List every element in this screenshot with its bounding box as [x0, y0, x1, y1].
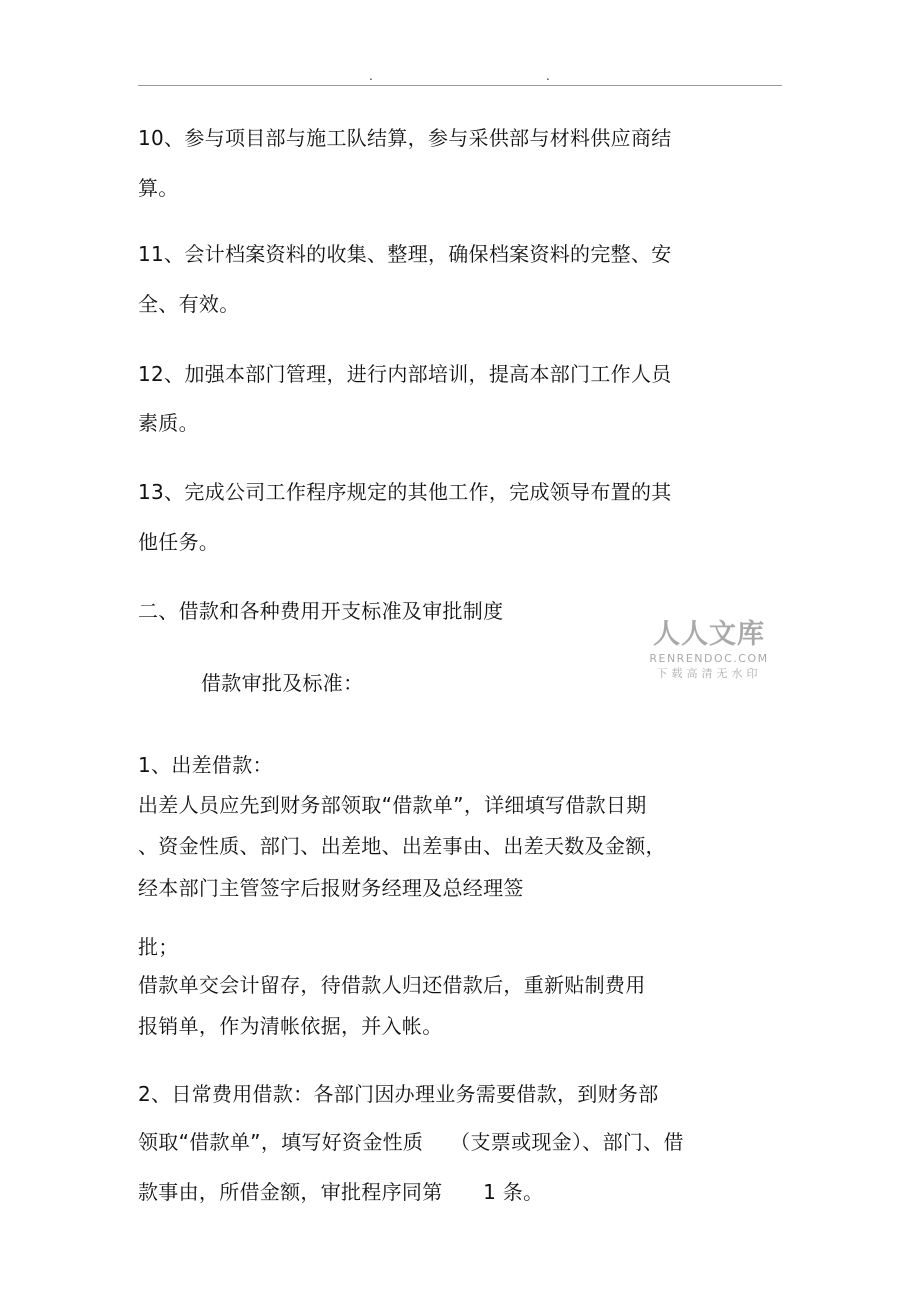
item-1-line-2: 、资金性质、部门、出差地、出差事由、出差天数及金额，	[138, 834, 666, 858]
item-1-line-3: 经本部门主管签字后报财务经理及总经理签	[138, 876, 524, 900]
item-2-line-1: 2、日常费用借款：各部门因办理业务需要借款，到财务部	[138, 1082, 659, 1106]
item-1-line-5: 借款单交会计留存，待借款人归还借款后，重新贴制费用	[138, 973, 646, 997]
item-1-heading: 1、出差借款：	[138, 753, 273, 777]
header-dot-left: .	[369, 69, 373, 83]
item-10-line-1: 10、参与项目部与施工队结算，参与采供部与材料供应商结	[138, 126, 672, 150]
item-11-line-2: 全、有效。	[138, 292, 240, 316]
header-dot-right: .	[546, 69, 550, 83]
watermark-logo	[646, 620, 772, 681]
watermark-subtitle: 下载高清无水印	[656, 667, 762, 680]
item-2-line-2: 领取“借款单”，填写好资金性质 （支票或现金）、部门、借	[138, 1130, 684, 1154]
item-1-line-1: 出差人员应先到财务部领取“借款单”，详细填写借款日期	[138, 793, 647, 817]
section-heading: 二、借款和各种费用开支标准及审批制度	[138, 599, 504, 623]
item-1-line-6: 报销单，作为清帐依据，并入帐。	[138, 1014, 443, 1038]
item-12-line-1: 12、加强本部门管理，进行内部培训，提高本部门工作人员	[138, 362, 672, 386]
watermark-url: RENRENDOC.COM	[649, 652, 769, 665]
subsection-heading: 借款审批及标准：	[201, 671, 364, 695]
item-1-line-4: 批；	[138, 935, 179, 959]
item-10-line-2: 算。	[138, 176, 179, 200]
watermark-title: 人人文库	[653, 619, 765, 650]
item-13-line-2: 他任务。	[138, 530, 220, 554]
item-11-line-1: 11、会计档案资料的收集、整理，确保档案资料的完整、安	[138, 242, 672, 266]
header-rule	[138, 85, 782, 86]
item-2-line-3: 款事由，所借金额，审批程序同第 1 条。	[138, 1180, 544, 1204]
item-13-line-1: 13、完成公司工作程序规定的其他工作，完成领导布置的其	[138, 480, 672, 504]
item-12-line-2: 素质。	[138, 411, 199, 435]
